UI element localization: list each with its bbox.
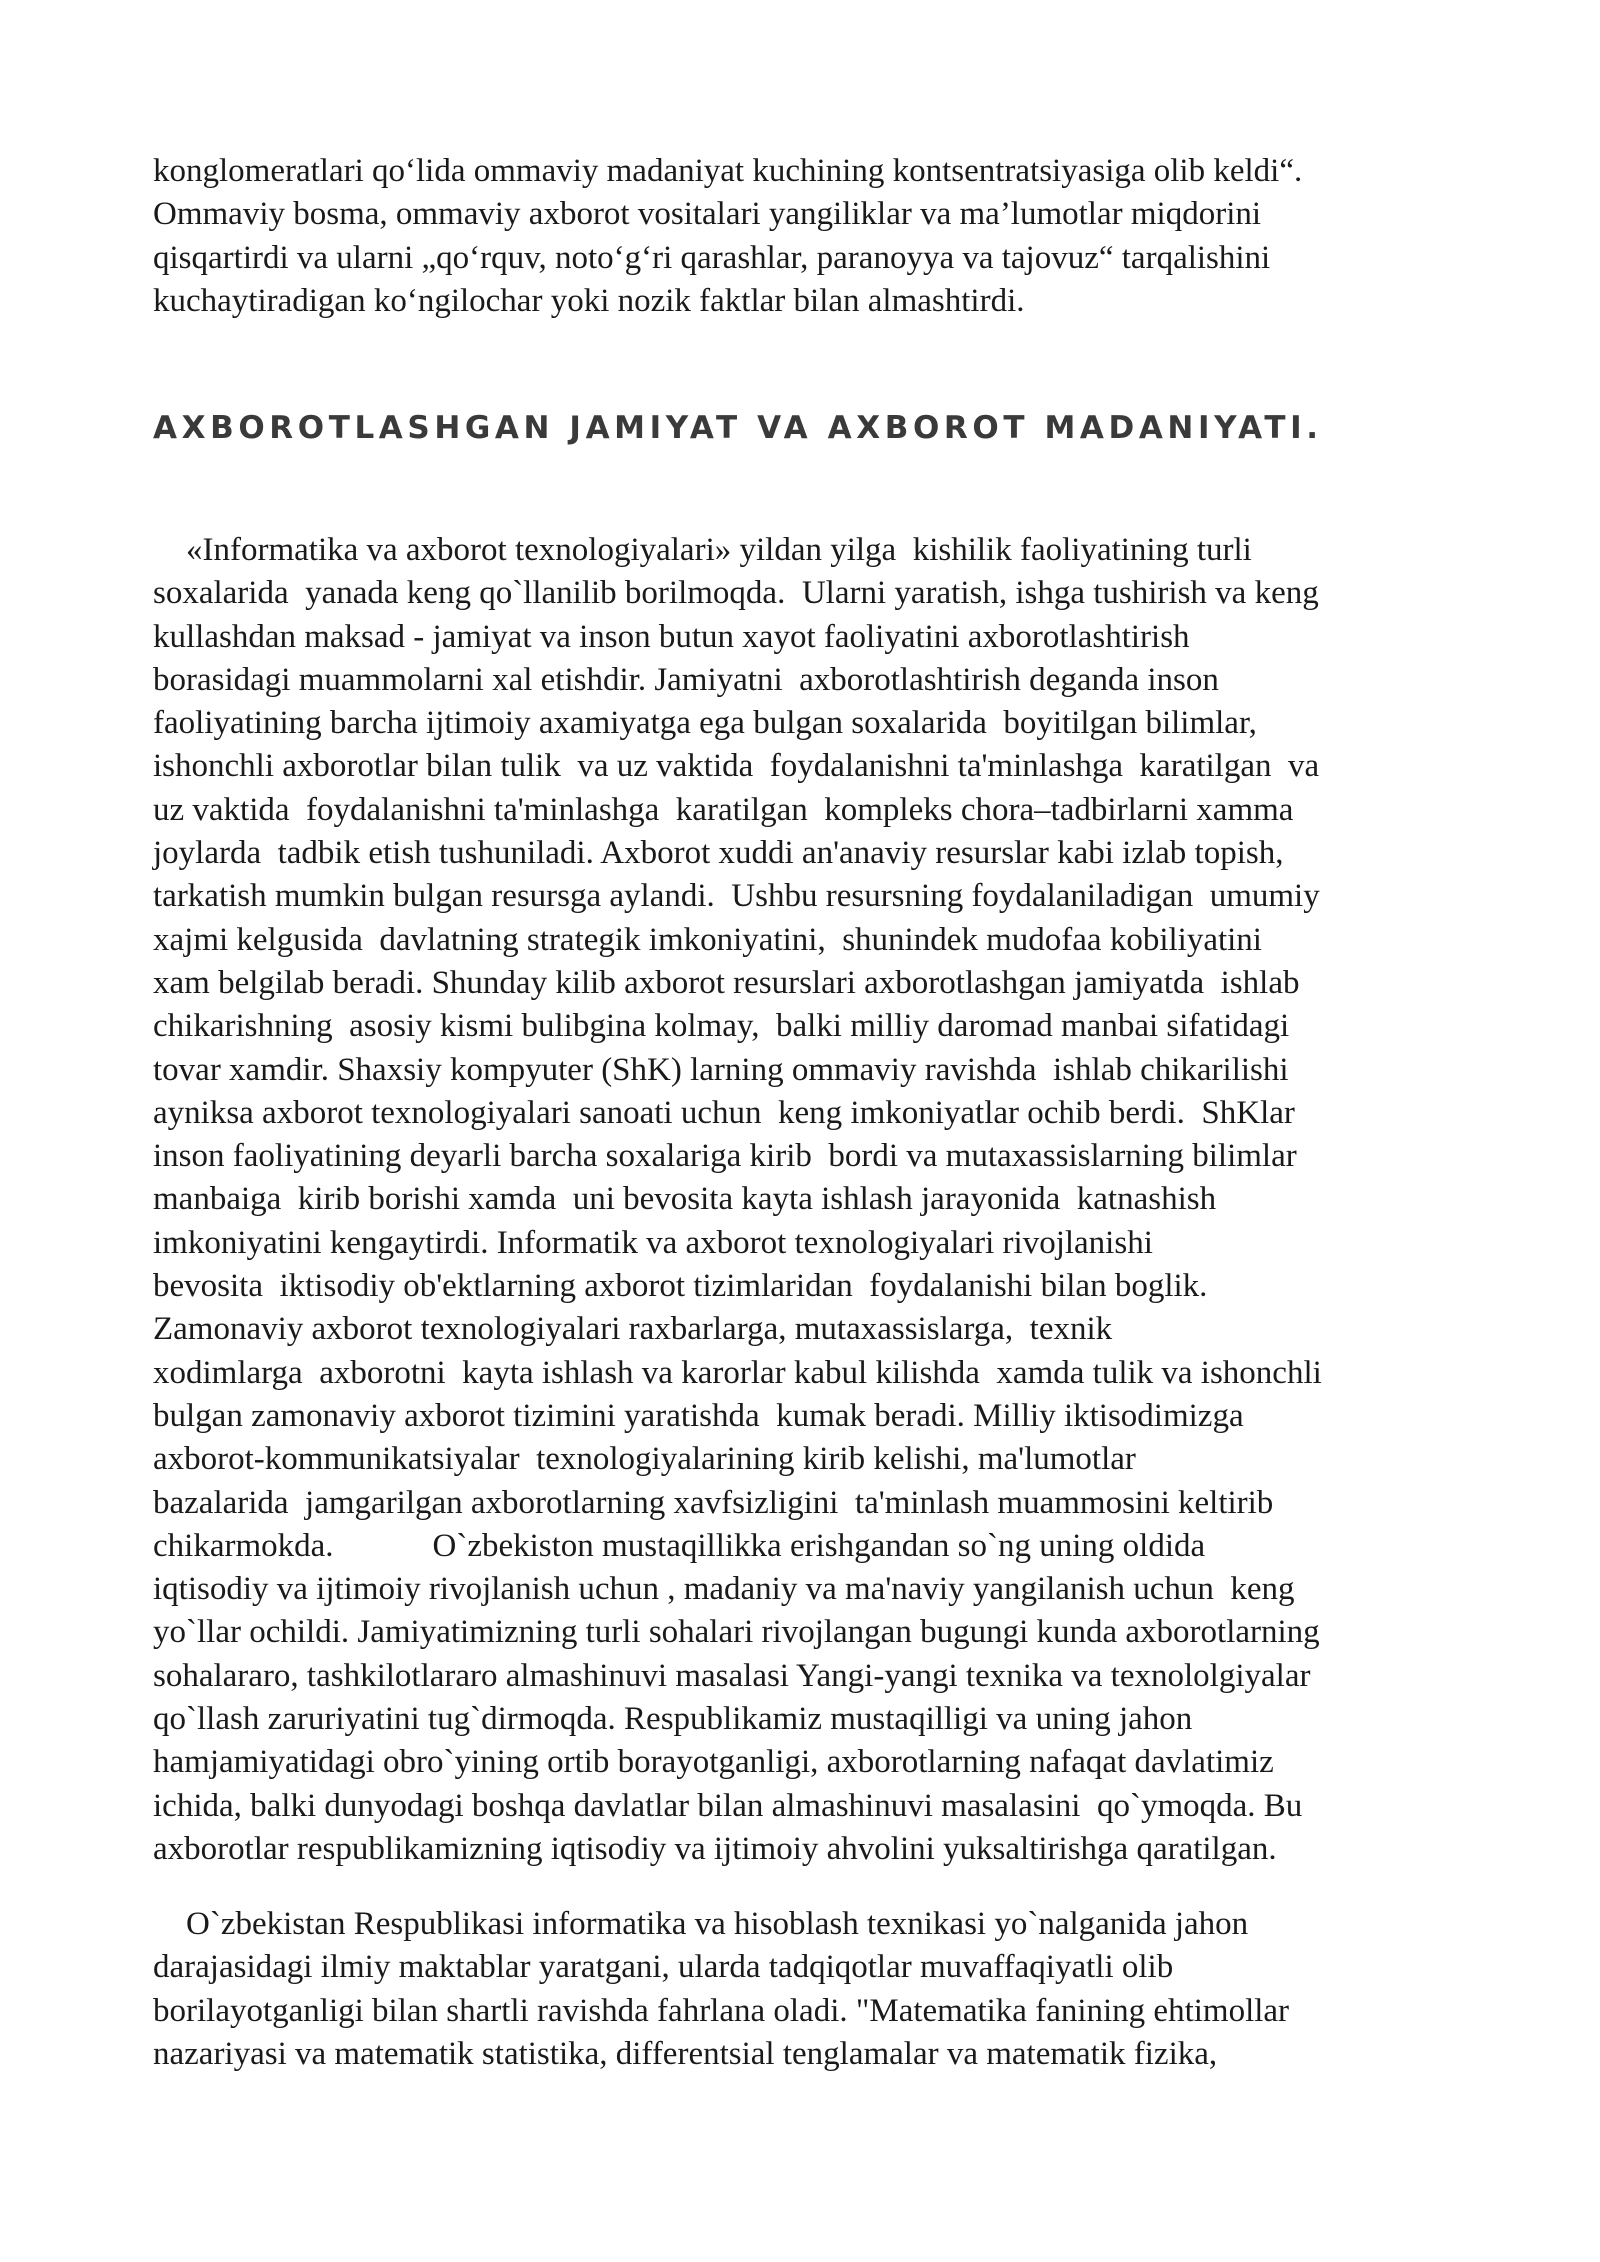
text-line: O`zbekistan Respublikasi informatika va hisoblash texnikasi yo`nalganida jahon <box>153 1906 1249 1942</box>
text-line: axborot-kommunikatsiyalar texnologiyalarining kirib kelishi, ma'lumotlar <box>153 1441 1136 1478</box>
text-line: uz vaktida foydalanishni ta'minlashga karatilgan kompleks chora–tadbirlarni xamma <box>153 791 1294 828</box>
text-line: «Informatika va axborot texnologiyalari» yildan yilga kishilik faoliyatining turli <box>153 532 1252 568</box>
text-line: nazariyasi va matematik statistika, differentsial tenglamalar va matematik fizika, <box>153 2035 1218 2072</box>
text-line: yo`llar ochildi. Jamiyatimizning turli sohalari rivojlangan bugungi kunda axborotlarning <box>153 1614 1320 1651</box>
intro-paragraph <box>153 150 1503 323</box>
text-line: qo`llash zaruriyatini tug`dirmoqda. Respublikamiz mustaqilligi va uning jahon <box>153 1701 1193 1738</box>
section-heading: AXBOROTLASHGAN JAMIYAT VA AXBOROT MADANIYATI. <box>153 410 1323 446</box>
text-line: bevosita iktisodiy ob'ektlarning axborot tizimlaridan foydalanishi bilan boglik. <box>153 1268 1208 1305</box>
text-line: chikarmokda. O`zbekiston mustaqillikka erishgandan so`ng uning oldida <box>153 1527 1206 1564</box>
text-line: konglomeratlari qo‘lida ommaviy madaniyat kuchining kontsentratsiyasiga olib keldi“. <box>153 153 1303 189</box>
text-line: manbaiga kirib borishi xamda uni bevosita kayta ishlash jarayonida katnashish <box>153 1181 1217 1218</box>
text-line: xodimlarga axborotni kayta ishlash va karorlar kabul kilishda xamda tulik va ishonchli <box>153 1354 1322 1391</box>
body-paragraph-1 <box>153 529 1503 1871</box>
text-line: Zamonaviy axborot texnologiyalari raxbarlarga, mutaxassislarga, texnik <box>153 1311 1113 1348</box>
text-line: joylarda tadbik etish tushuniladi. Axborot xuddi an'anaviy resurslar kabi izlab topish, <box>153 835 1284 872</box>
text-line: hamjamiyatidagi obro`yining ortib borayotganligi, axborotlarning nafaqat davlatimiz <box>153 1744 1274 1781</box>
text-line: darajasidagi ilmiy maktablar yaratgani, ularda tadqiqotlar muvaffaqiyatli olib <box>153 1949 1174 1986</box>
text-line: iqtisodiy va ijtimoiy rivojlanish uchun , madaniy va ma'naviy yangilanish uchun keng <box>153 1571 1295 1608</box>
text-line: sohalararo, tashkilotlararo almashinuvi masalasi Yangi-yangi texnika va texnololgiyalar <box>153 1657 1311 1694</box>
text-line: ayniksa axborot texnologiyalari sanoati uchun keng imkoniyatlar ochib berdi. ShKlar <box>153 1094 1295 1131</box>
text-line: Ommaviy bosma, ommaviy axborot vositalari yangiliklar va ma’lumotlar miqdorini <box>153 196 1262 233</box>
text-line: chikarishning asosiy kismi bulibgina kolmay, balki milliy daromad manbai sifatidagi <box>153 1008 1290 1045</box>
text-line: tarkatish mumkin bulgan resursga aylandi. Ushbu resursning foydalaniladigan umumiy <box>153 878 1320 915</box>
text-line: tovar xamdir. Shaxsiy kompyuter (ShK) larning ommaviy ravishda ishlab chikarilishi <box>153 1051 1289 1088</box>
text-line: imkoniyatini kengaytirdi. Informatik va axborot texnologiyalari rivojlanishi <box>153 1224 1153 1261</box>
text-line: xajmi kelgusida davlatning strategik imkoniyatini, shunindek mudofaa kobiliyatini <box>153 921 1262 958</box>
text-line: inson faoliyatining deyarli barcha soxalariga kirib bordi va mutaxassislarning bilimlar <box>153 1138 1297 1175</box>
text-line: soxalarida yanada keng qo`llanilib borilmoqda. Ularni yaratish, ishga tushirish va keng <box>153 575 1319 612</box>
text-line: kuchaytiradigan ko‘ngilochar yoki nozik faktlar bilan almashtirdi. <box>153 282 1025 319</box>
text-line: ishonchli axborotlar bilan tulik va uz vaktida foydalanishni ta'minlashga karatilgan va <box>153 748 1320 785</box>
body-paragraph-2 <box>153 1903 1503 2076</box>
text-line: ichida, balki dunyodagi boshqa davlatlar bilan almashinuvi masalasini qo`ymoqda. Bu <box>153 1787 1303 1824</box>
text-line: bazalarida jamgarilgan axborotlarning xavfsizligini ta'minlash muammosini keltirib <box>153 1484 1274 1521</box>
text-line: borilayotganligi bilan shartli ravishda fahrlana oladi. "Matematika fanining ehtimollar <box>153 1992 1290 2029</box>
text-line: faoliyatining barcha ijtimoiy axamiyatga ega bulgan soxalarida boyitilgan bilimlar, <box>153 705 1257 742</box>
text-line: borasidagi muammolarni xal etishdir. Jamiyatni axborotlashtirish deganda inson <box>153 661 1219 698</box>
text-line: bulgan zamonaviy axborot tizimini yaratishda kumak beradi. Milliy iktisodimizga <box>153 1397 1244 1434</box>
text-line: qisqartirdi va ularni „qo‘rquv, noto‘g‘ri qarashlar, paranoyya va tajovuz“ tarqalishini <box>153 239 1271 276</box>
text-line: xam belgilab beradi. Shunday kilib axborot resurslari axborotlashgan jamiyatda ishlab <box>153 964 1300 1001</box>
text-line: axborotlar respublikamizning iqtisodiy va ijtimoiy ahvolini yuksaltirishga qaratilgan. <box>153 1830 1277 1867</box>
text-line: kullashdan maksad - jamiyat va inson butun xayot faoliyatini axborotlashtirish <box>153 618 1190 655</box>
